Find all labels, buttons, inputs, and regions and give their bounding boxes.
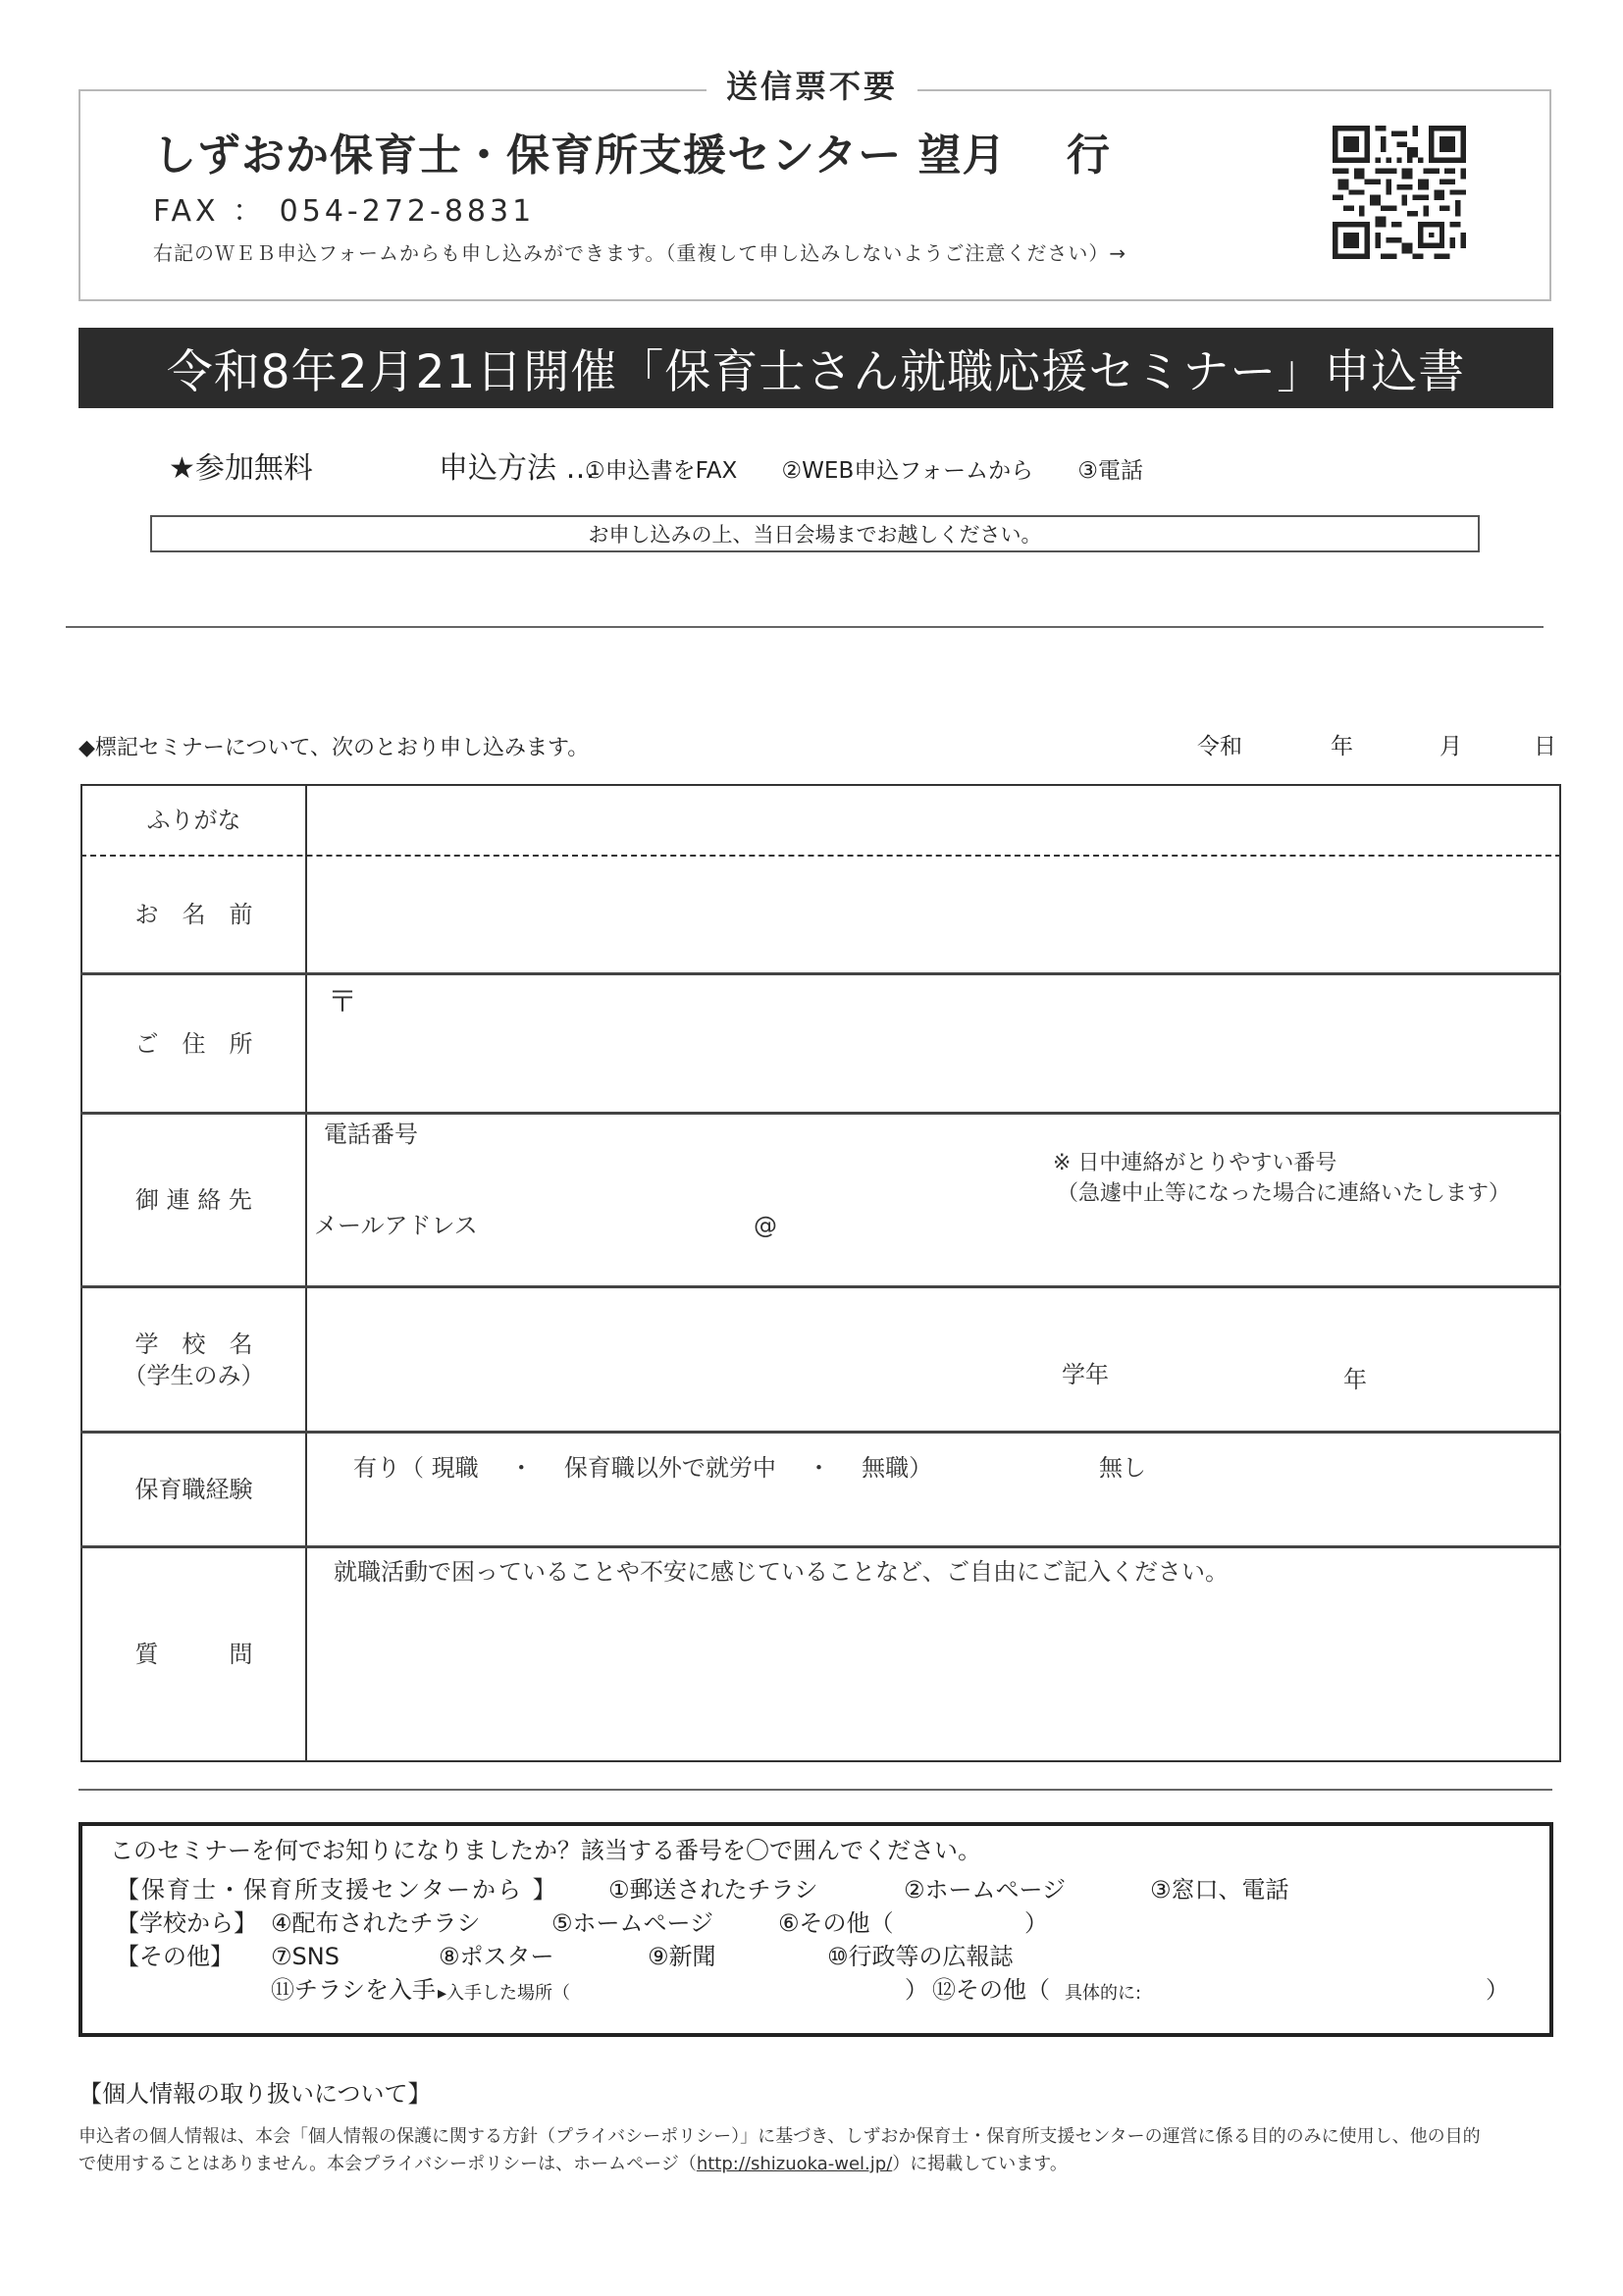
grade-label: 学年 (1062, 1361, 1109, 1388)
survey-option-6[interactable]: ⑥その他（ (778, 1909, 894, 1937)
privacy-text-line1: 申込者の個人情報は、本会「個人情報の保護に関する方針（プライバシーポリシー）」に基づき、しずおか保育士・保育所支援センターの運営に係る目的のみに使用し、他の目的 (79, 2126, 1481, 2147)
fax-number: FAX ： 054-272-8831 (153, 194, 536, 229)
experience-options[interactable]: 有り（ 現職 ・ 保育職以外で就労中 ・ 無職） (353, 1454, 933, 1482)
postal-mark-icon: 〒 (328, 985, 357, 1019)
privacy-heading: 【個人情報の取り扱いについて】 (79, 2080, 432, 2108)
survey-group-other: 【その他】 (116, 1943, 234, 1970)
survey-option-11[interactable]: ⑪チラシを入手 (271, 1976, 436, 2004)
address-field[interactable] (307, 975, 1559, 1112)
attendance-notice: お申し込みの上、当日会場までお越しください。 (150, 515, 1480, 552)
method-fax: ①申込書をFAX (585, 458, 738, 484)
application-methods (585, 455, 1180, 487)
survey-option-3[interactable]: ③窓口、電話 (1150, 1876, 1289, 1904)
survey-option-12[interactable]: ⑫その他（ (932, 1976, 1050, 2004)
privacy-text-b: ）に掲載しています。 (892, 2154, 1068, 2174)
phone-note: ※ 日中連絡がとりやすい番号 (1053, 1151, 1337, 1175)
application-intro: ◆標記セミナーについて、次のとおり申し込みます。 (79, 736, 590, 760)
survey-option-2[interactable]: ②ホームページ (904, 1876, 1067, 1904)
survey-group-center: 【保育士・保育所支援センターから 】 (116, 1876, 558, 1904)
application-method-label: 申込方法 … (439, 451, 596, 486)
survey-option-7[interactable]: ⑦SNS (271, 1943, 340, 1970)
email-at-sign: @ (754, 1212, 777, 1239)
privacy-text-line2 (79, 2152, 1068, 2177)
survey-option-12-close: ） (1486, 1976, 1509, 2004)
school-name-field[interactable] (307, 1288, 1053, 1431)
furigana-field[interactable] (307, 786, 1559, 855)
survey-group-school: 【学校から】 (116, 1909, 257, 1937)
email-domain-field[interactable] (785, 1207, 1040, 1246)
date-day-label[interactable]: 日 (1534, 734, 1556, 759)
address-label: ご 住 所 (134, 1029, 253, 1058)
survey-option-11-place-label: ▸入手した場所（ (438, 1983, 571, 2004)
grade-unit: 年 (1343, 1366, 1367, 1393)
form-title-banner: 令和8年2月21日開催「保育士さん就職応援セミナー」申込書 (79, 328, 1553, 408)
privacy-text-a: で使用することはありません。本会プライバシーポリシーは、ホームページ（ (79, 2154, 697, 2174)
survey-option-1[interactable]: ①郵送されたチラシ (608, 1876, 818, 1904)
question-field[interactable] (307, 1594, 1559, 1759)
school-label: 学 校 名 (134, 1330, 253, 1358)
free-admission-label: ★参加無料 (169, 451, 313, 486)
date-era-label: 令和 (1197, 734, 1242, 759)
experience-label: 保育職経験 (134, 1476, 253, 1503)
privacy-policy-link[interactable]: http://shizuoka-wel.jp/ (696, 2154, 893, 2174)
date-year-label[interactable]: 年 (1331, 734, 1353, 759)
no-cover-sheet-label: 送信票不要 (707, 65, 917, 108)
survey-option-4[interactable]: ④配布されたチラシ (271, 1909, 481, 1937)
date-month-label[interactable]: 月 (1440, 734, 1462, 759)
school-sublabel: （学生のみ） (123, 1361, 265, 1389)
survey-option-11-close: ） (905, 1976, 928, 2004)
question-label: 質 問 (134, 1641, 253, 1668)
recipient-title: しずおか保育士・保育所支援センター 望月 行 (153, 130, 1111, 181)
survey-question: このセミナーを何でお知りになりましたか？該当する番号を〇で囲んでください。 (110, 1837, 981, 1864)
method-phone: ③電話 (1077, 458, 1144, 484)
survey-option-5[interactable]: ⑤ホームページ (551, 1909, 714, 1937)
web-form-note: 右記のＷＥＢ申込フォームからも申し込みができます。（重複して申し込みしないようご注意ください）→ (153, 241, 1127, 265)
phone-field[interactable] (451, 1119, 1040, 1177)
divider (79, 1789, 1552, 1791)
survey-option-12-detail-label: 具体的に: (1065, 1983, 1142, 2004)
grade-field[interactable] (1128, 1354, 1335, 1393)
survey-option-11-place-field[interactable] (608, 1974, 903, 2006)
qr-code-icon[interactable] (1333, 126, 1466, 259)
email-local-field[interactable] (510, 1207, 746, 1246)
survey-option-9[interactable]: ⑨新聞 (648, 1943, 716, 1970)
survey-option-8[interactable]: ⑧ポスター (439, 1943, 554, 1970)
survey-option-12-detail-field[interactable] (1158, 1974, 1482, 2006)
phone-label: 電話番号 (324, 1121, 418, 1148)
divider (66, 626, 1544, 628)
method-web: ②WEB申込フォームから (781, 458, 1034, 484)
survey-option-10[interactable]: ⑩行政等の広報誌 (827, 1943, 1014, 1970)
name-label: お 名 前 (134, 901, 253, 928)
name-field[interactable] (307, 857, 1559, 972)
furigana-label: ふりがな (146, 807, 241, 834)
school-label-cell (82, 1288, 305, 1431)
experience-none-option[interactable]: 無し (1099, 1454, 1146, 1482)
phone-note-detail: （急遽中止等になった場合に連絡いたします） (1057, 1181, 1511, 1206)
survey-option-6-close: ） (1024, 1909, 1048, 1937)
question-prompt: 就職活動で困っていることや不安に感じていることなど、ご自由にご記入ください。 (334, 1558, 1229, 1586)
contact-label: 御 連 絡 先 (135, 1186, 252, 1214)
email-label: メールアドレス (314, 1212, 478, 1239)
